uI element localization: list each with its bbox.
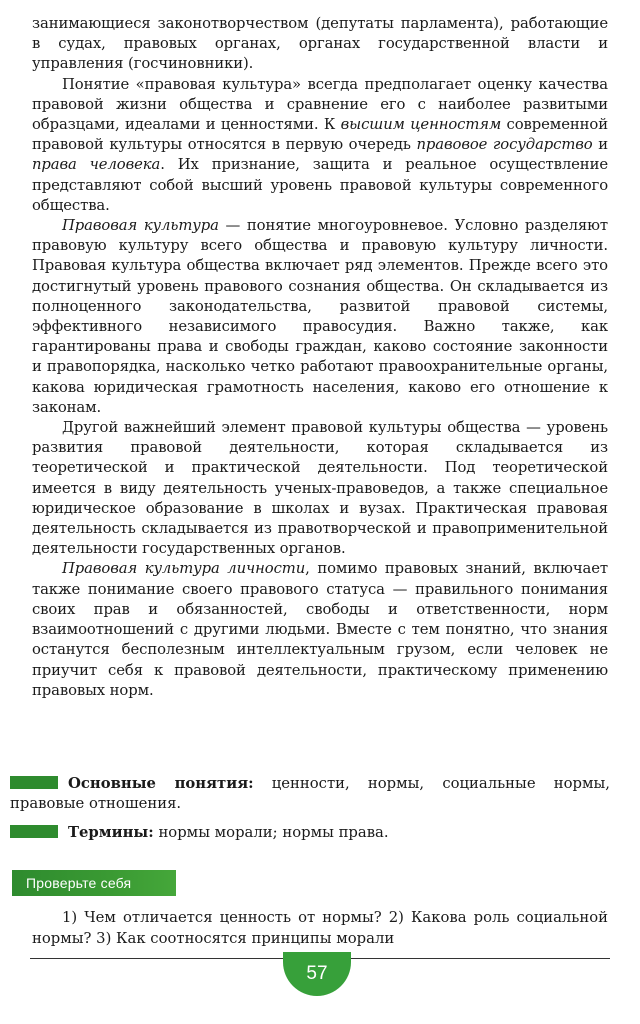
- text-run: Понятие «правовая культура» всегда предполагает оценку качества правовой жизни общества и сравнение его с наиболее развитыми образцами, идеалами и ценностями. К: [32, 75, 608, 134]
- text-run: , помимо правовых знаний, включает также понимание своего правового статуса — правильного понимания своих прав и обязанностей, свободы и ответственности, норм взаимоотношений с другими людьми. Вместе с тем понятно, что знания останутся бесполезным интеллектуальным грузом, если человек не приучит себя к правовой деятельности, практическому применению правовых норм.: [32, 560, 608, 699]
- review-questions: [32, 908, 608, 950]
- text-run: . Их признание, защита и реальное осуществление представляют собой высший уровень правовой культуры современного общества.: [32, 156, 608, 214]
- green-marker-bar: [10, 776, 58, 789]
- italic-term: высшим ценностям: [340, 116, 502, 134]
- paragraph-legal-culture-concept: [32, 75, 608, 216]
- terms: [10, 823, 610, 843]
- italic-term: Правовая культура личности: [62, 560, 306, 578]
- paragraph-legal-activity: Другой важнейший элемент правовой культуры общества — уровень развития правовой деятельности, которая складывается из теоретической и практической деятельности. Под теоретической имеется в виду деятельность ученых-правоведов, а также специальное юридическое образование в школах и вузах. Практическая правовая деятельность складывается из правотворческой и правоприменительной деятельности государственных органов.: [32, 419, 608, 558]
- text-run: и: [592, 136, 609, 154]
- paragraph-personal-culture: [32, 559, 608, 700]
- paragraph-continuation: занимающиеся законотворчеством (депутаты парламента), работающие в судах, правовых органах, органах государственной власти и управления (госчиновники).: [32, 15, 608, 73]
- main-text: [32, 14, 608, 701]
- italic-term: права человека: [32, 156, 161, 174]
- paragraph-multilevel: [32, 216, 608, 418]
- text-run: — понятие многоуровневое. Условно разделяют правовую культуру всего общества и правовую культуру личности. Правовая культура общества включает ряд элементов. Прежде всего это достигнутый уровень правового сознания общества. Он складывается из полноценного законодательства, развитой правовой системы, эффективного независимого правосудия. Важно также, как гарантированы права и свободы граждан, каково состояние законности и правопорядка, насколько четко работают правоохранительные органы, какова юридическая грамотность населения, каково его отношение к законам.: [32, 217, 608, 416]
- terms-text: нормы морали; нормы права.: [153, 824, 389, 841]
- basic-concepts: [10, 774, 610, 814]
- italic-term: правовое государство: [416, 136, 593, 154]
- terms-label: Термины:: [68, 824, 154, 841]
- green-marker-bar: [10, 825, 58, 838]
- basic-concepts-text: ценности, нормы, социальные нормы, правовые отношения.: [10, 775, 610, 813]
- italic-term: Правовая культура: [62, 217, 219, 235]
- questions-text: 1) Чем отличается ценность от нормы? 2) Какова роль социальной нормы? 3) Как соотносятся принципы морали: [32, 909, 608, 947]
- page-number: 57: [283, 952, 351, 996]
- basic-concepts-label: Основные понятия:: [68, 775, 254, 792]
- text-run: современной правовой культуры относятся в первую очередь: [32, 116, 608, 154]
- check-yourself-heading: Проверьте себя: [12, 870, 176, 896]
